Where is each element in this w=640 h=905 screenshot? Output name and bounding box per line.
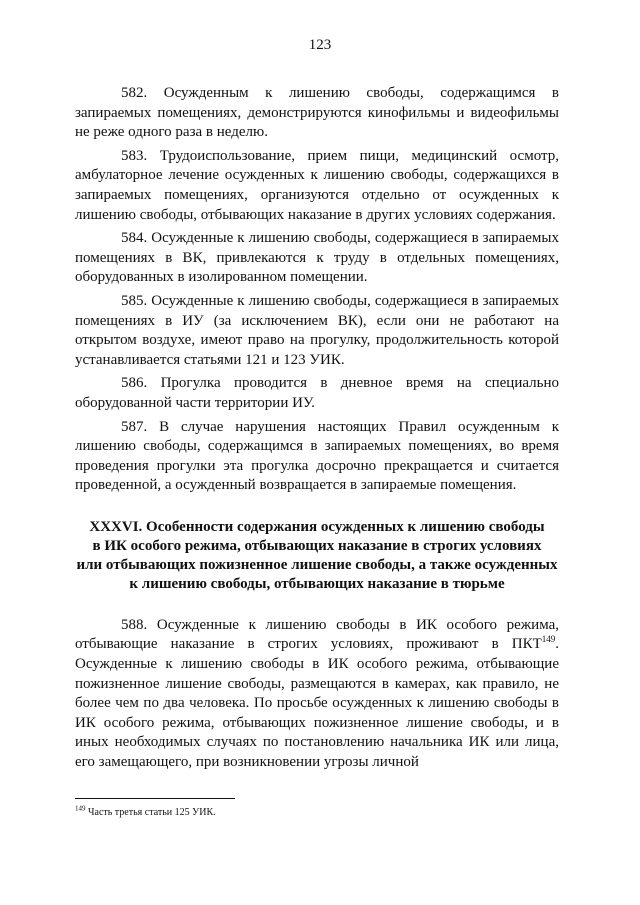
document-body	[75, 84, 559, 777]
paragraph-584: 584. Осужденные к лишению свободы, содержащиеся в запираемых помещениях в ВК, привлекаются к труду в отдельных помещениях, оборудованных в изолированном помещении.	[75, 230, 559, 286]
paragraph-587: 587. В случае нарушения настоящих Правил осужденным к лишению свободы, содержащимся в запираемых помещениях, во время проведения прогулки эта прогулка досрочно прекращается и считается проведенной, а осужденный возвращается в запираемые помещения.	[75, 418, 559, 494]
paragraph-586: 586. Прогулка проводится в дневное время на специально оборудованной части территории ИУ.	[75, 375, 559, 411]
paragraph-588	[75, 616, 559, 773]
footnote-number: 149	[75, 804, 86, 813]
section-heading-line: или отбывающих пожизненное лишение свободы, а также осужденных	[76, 556, 558, 573]
section-heading	[75, 518, 559, 594]
paragraph-583: 583. Трудоиспользование, прием пищи, медицинский осмотр, амбулаторное лечение осужденных к лишению свободы, содержащихся в запираемых помещениях, организуются отдельно от осужденных к лишению свободы, отбывающих наказание в других условиях содержания.	[75, 147, 559, 223]
paragraph-582: 582. Осужденным к лишению свободы, содержащимся в запираемых помещениях, демонстрируются кинофильмы и видеофильмы не реже одного раза в неделю.	[75, 85, 559, 141]
section-heading-line: к лишению свободы, отбывающих наказание в тюрьме	[129, 575, 505, 592]
paragraph-588-text: 588. Осужденные к лишению свободы в ИК особого режима, отбывающие наказание в строгих условиях, проживают в ПКТ	[75, 616, 559, 653]
paragraph-585: 585. Осужденные к лишению свободы, содержащиеся в запираемых помещениях в ИУ (за исключением ВК), если они не работают на открытом воздухе, имеют право на прогулку, продолжительность которой устанавливается статьями 121 и 123 УИК.	[75, 292, 559, 368]
section-heading-line: в ИК особого режима, отбывающих наказание в строгих условиях	[92, 537, 542, 554]
footnote	[75, 806, 559, 819]
footnote-text: Часть третья статьи 125 УИК.	[85, 807, 216, 818]
section-heading-line: XXXVI. Особенности содержания осужденных к лишению свободы	[89, 518, 545, 535]
footnote-divider	[75, 798, 235, 799]
paragraph-588-text-continued: . Осужденные к лишению свободы в ИК особого режима, отбывающие пожизненное лишение свободы, размещаются в камерах, как правило, не более чем по два человека. По просьбе осужденных к лишению свободы в ИК особого режима, отбывающих пожизненное лишение свободы, и в иных необходимых случаях по постановлению начальника ИК или лица, его замещающего, при возникновении угрозы личной	[75, 636, 559, 771]
footnote-reference[interactable]: 149	[541, 634, 556, 645]
page-number: 123	[308, 37, 332, 53]
